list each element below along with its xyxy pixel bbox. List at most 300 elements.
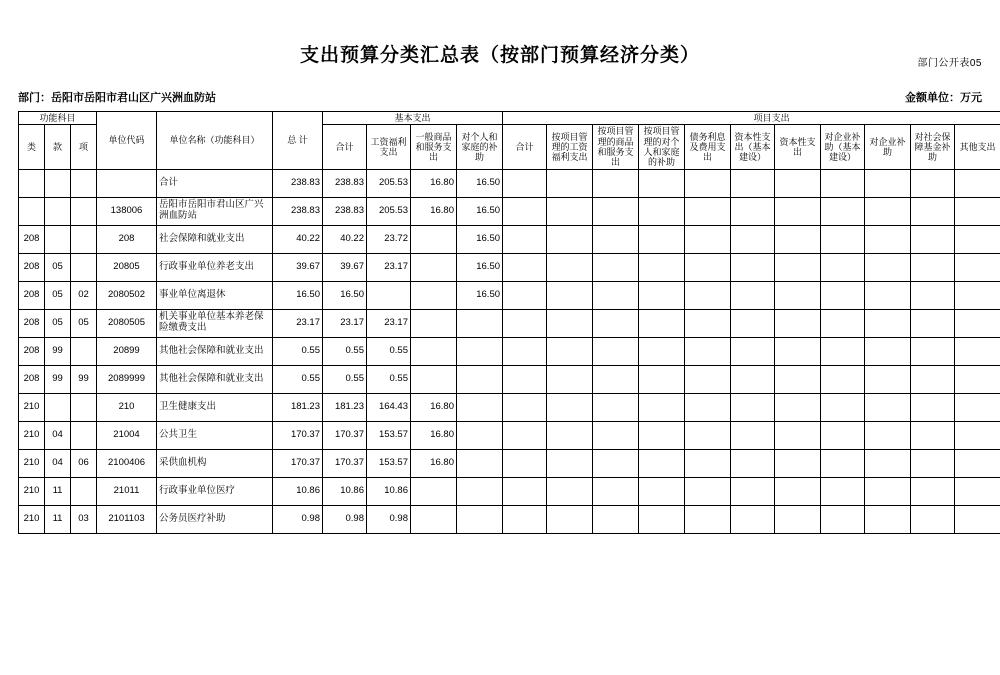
cell-project-5 (731, 337, 775, 365)
cell-project-10 (955, 477, 1000, 505)
cell-basic-3 (457, 337, 503, 365)
cell-project-1 (547, 449, 593, 477)
cell-basic-0: 23.17 (323, 309, 367, 337)
cell-basic-2 (411, 477, 457, 505)
cell-xiang: 99 (71, 365, 97, 393)
cell-basic-1: 153.57 (367, 421, 411, 449)
cell-project-10 (955, 225, 1000, 253)
cell-project-5 (731, 281, 775, 309)
table-row (19, 393, 1000, 421)
cell-unit-code: 2089999 (97, 365, 157, 393)
cell-project-4 (685, 337, 731, 365)
cell-basic-0: 10.86 (323, 477, 367, 505)
cell-unit-code: 20899 (97, 337, 157, 365)
cell-project-3 (639, 477, 685, 505)
cell-project-10 (955, 337, 1000, 365)
table-row (19, 225, 1000, 253)
cell-project-6 (775, 225, 821, 253)
cell-project-1 (547, 281, 593, 309)
cell-basic-3: 16.50 (457, 225, 503, 253)
cell-basic-2: 16.80 (411, 197, 457, 225)
cell-total: 0.55 (273, 365, 323, 393)
cell-kuan (45, 169, 71, 197)
cell-project-6 (775, 169, 821, 197)
cell-kuan (45, 197, 71, 225)
cell-project-1 (547, 393, 593, 421)
cell-project-10 (955, 281, 1000, 309)
cell-project-7 (821, 253, 865, 281)
cell-basic-3 (457, 421, 503, 449)
header-basic-total: 合计 (323, 125, 367, 169)
cell-project-10 (955, 393, 1000, 421)
cell-xiang (71, 197, 97, 225)
cell-basic-2 (411, 337, 457, 365)
page-title: 支出预算分类汇总表（按部门预算经济分类） (0, 40, 1000, 67)
cell-unit-name: 社会保障和就业支出 (157, 225, 273, 253)
cell-xiang (71, 421, 97, 449)
cell-project-10 (955, 449, 1000, 477)
cell-unit-name: 行政事业单位养老支出 (157, 253, 273, 281)
cell-project-2 (593, 449, 639, 477)
cell-project-9 (911, 421, 955, 449)
cell-project-2 (593, 477, 639, 505)
cell-basic-3 (457, 365, 503, 393)
table-row (19, 365, 1000, 393)
cell-project-7 (821, 393, 865, 421)
header-project-total: 合计 (503, 125, 547, 169)
cell-project-8 (865, 225, 911, 253)
cell-project-4 (685, 309, 731, 337)
cell-unit-name: 卫生健康支出 (157, 393, 273, 421)
cell-project-4 (685, 505, 731, 533)
cell-basic-2 (411, 281, 457, 309)
header-project-expenditure: 项目支出 (503, 112, 1000, 125)
cell-basic-3 (457, 505, 503, 533)
cell-unit-code: 21011 (97, 477, 157, 505)
cell-unit-name: 公共卫生 (157, 421, 273, 449)
cell-basic-0: 16.50 (323, 281, 367, 309)
document-page (0, 40, 1000, 675)
cell-project-10 (955, 505, 1000, 533)
cell-total: 238.83 (273, 169, 323, 197)
cell-basic-2 (411, 309, 457, 337)
cell-basic-1: 0.98 (367, 505, 411, 533)
cell-xiang: 02 (71, 281, 97, 309)
cell-project-4 (685, 421, 731, 449)
cell-project-6 (775, 505, 821, 533)
header-row-1 (19, 112, 1000, 125)
cell-basic-1: 205.53 (367, 197, 411, 225)
cell-unit-name: 机关事业单位基本养老保险缴费支出 (157, 309, 273, 337)
header-project-capital: 资本性支出 (775, 125, 821, 169)
cell-xiang: 06 (71, 449, 97, 477)
table-body (19, 169, 1000, 533)
table-row (19, 309, 1000, 337)
header-project-enterprise: 对企业补助 (865, 125, 911, 169)
cell-basic-2 (411, 365, 457, 393)
cell-lei: 208 (19, 281, 45, 309)
cell-total: 170.37 (273, 449, 323, 477)
cell-unit-code: 2080505 (97, 309, 157, 337)
cell-project-9 (911, 169, 955, 197)
cell-project-8 (865, 337, 911, 365)
header-project-other: 其他支出 (955, 125, 1000, 169)
table-row (19, 281, 1000, 309)
header-project-social-fund: 对社会保障基金补助 (911, 125, 955, 169)
cell-unit-name: 事业单位离退休 (157, 281, 273, 309)
cell-project-4 (685, 365, 731, 393)
cell-project-7 (821, 281, 865, 309)
cell-project-1 (547, 421, 593, 449)
cell-project-0 (503, 225, 547, 253)
cell-project-0 (503, 253, 547, 281)
cell-lei: 210 (19, 449, 45, 477)
cell-project-0 (503, 505, 547, 533)
header-basic-goods: 一般商品和服务支出 (411, 125, 457, 169)
cell-project-9 (911, 197, 955, 225)
cell-project-1 (547, 253, 593, 281)
cell-project-8 (865, 365, 911, 393)
header-basic-personal: 对个人和家庭的补助 (457, 125, 503, 169)
cell-project-8 (865, 449, 911, 477)
cell-basic-3 (457, 449, 503, 477)
cell-project-9 (911, 505, 955, 533)
cell-project-5 (731, 505, 775, 533)
cell-basic-1: 205.53 (367, 169, 411, 197)
header-basic-salary: 工资福利支出 (367, 125, 411, 169)
cell-kuan: 05 (45, 253, 71, 281)
cell-kuan (45, 225, 71, 253)
header-unit-code: 单位代码 (97, 112, 157, 170)
cell-basic-1: 23.17 (367, 253, 411, 281)
table-row (19, 449, 1000, 477)
cell-total: 0.98 (273, 505, 323, 533)
cell-project-2 (593, 337, 639, 365)
cell-basic-0: 170.37 (323, 421, 367, 449)
cell-unit-name: 合计 (157, 169, 273, 197)
cell-project-7 (821, 421, 865, 449)
cell-project-2 (593, 393, 639, 421)
cell-basic-2: 16.80 (411, 169, 457, 197)
cell-project-2 (593, 169, 639, 197)
cell-total: 238.83 (273, 197, 323, 225)
cell-project-4 (685, 449, 731, 477)
cell-project-5 (731, 309, 775, 337)
cell-basic-3 (457, 477, 503, 505)
cell-project-3 (639, 225, 685, 253)
cell-project-7 (821, 449, 865, 477)
cell-project-0 (503, 449, 547, 477)
cell-project-1 (547, 505, 593, 533)
cell-project-7 (821, 309, 865, 337)
cell-project-2 (593, 309, 639, 337)
cell-basic-0: 181.23 (323, 393, 367, 421)
cell-total: 39.67 (273, 253, 323, 281)
cell-total: 40.22 (273, 225, 323, 253)
cell-lei: 208 (19, 337, 45, 365)
cell-basic-2: 16.80 (411, 449, 457, 477)
cell-project-9 (911, 225, 955, 253)
cell-basic-0: 0.98 (323, 505, 367, 533)
cell-project-2 (593, 281, 639, 309)
cell-project-10 (955, 309, 1000, 337)
cell-project-7 (821, 365, 865, 393)
cell-project-5 (731, 477, 775, 505)
cell-basic-0: 238.83 (323, 197, 367, 225)
cell-basic-2: 16.80 (411, 393, 457, 421)
cell-project-0 (503, 337, 547, 365)
cell-total: 10.86 (273, 477, 323, 505)
cell-project-5 (731, 197, 775, 225)
cell-project-7 (821, 505, 865, 533)
amount-unit-label: 金额单位：万元 (905, 89, 982, 105)
cell-project-6 (775, 197, 821, 225)
cell-unit-name: 其他社会保障和就业支出 (157, 365, 273, 393)
cell-kuan: 99 (45, 337, 71, 365)
cell-xiang: 03 (71, 505, 97, 533)
cell-basic-1: 10.86 (367, 477, 411, 505)
cell-project-6 (775, 477, 821, 505)
cell-project-8 (865, 169, 911, 197)
header-total: 总 计 (273, 112, 323, 170)
cell-xiang (71, 337, 97, 365)
cell-project-10 (955, 197, 1000, 225)
cell-project-6 (775, 393, 821, 421)
cell-basic-0: 238.83 (323, 169, 367, 197)
cell-kuan (45, 393, 71, 421)
cell-unit-code: 208 (97, 225, 157, 253)
cell-basic-0: 39.67 (323, 253, 367, 281)
cell-project-5 (731, 169, 775, 197)
table-row (19, 477, 1000, 505)
cell-kuan: 05 (45, 309, 71, 337)
cell-project-4 (685, 197, 731, 225)
cell-basic-3: 16.50 (457, 197, 503, 225)
cell-project-5 (731, 421, 775, 449)
cell-kuan: 05 (45, 281, 71, 309)
header-project-salary: 按项目管理的工资福利支出 (547, 125, 593, 169)
cell-kuan: 99 (45, 365, 71, 393)
cell-xiang (71, 477, 97, 505)
cell-project-0 (503, 197, 547, 225)
cell-project-7 (821, 225, 865, 253)
cell-lei: 208 (19, 253, 45, 281)
cell-project-2 (593, 421, 639, 449)
cell-unit-code: 138006 (97, 197, 157, 225)
cell-project-6 (775, 253, 821, 281)
cell-project-9 (911, 337, 955, 365)
cell-lei: 210 (19, 393, 45, 421)
cell-unit-name: 行政事业单位医疗 (157, 477, 273, 505)
cell-project-1 (547, 477, 593, 505)
cell-project-8 (865, 197, 911, 225)
cell-basic-1: 0.55 (367, 337, 411, 365)
cell-project-0 (503, 281, 547, 309)
cell-basic-1 (367, 281, 411, 309)
cell-project-4 (685, 393, 731, 421)
cell-project-8 (865, 393, 911, 421)
cell-project-9 (911, 393, 955, 421)
cell-project-4 (685, 281, 731, 309)
cell-project-6 (775, 365, 821, 393)
cell-unit-name: 岳阳市岳阳市君山区广兴洲血防站 (157, 197, 273, 225)
cell-project-8 (865, 281, 911, 309)
cell-total: 23.17 (273, 309, 323, 337)
cell-project-10 (955, 169, 1000, 197)
cell-project-9 (911, 365, 955, 393)
cell-project-6 (775, 309, 821, 337)
cell-total: 0.55 (273, 337, 323, 365)
cell-project-3 (639, 309, 685, 337)
cell-project-5 (731, 225, 775, 253)
cell-project-2 (593, 197, 639, 225)
header-lei: 类 (19, 125, 45, 169)
cell-project-7 (821, 337, 865, 365)
cell-project-3 (639, 197, 685, 225)
cell-project-0 (503, 421, 547, 449)
cell-basic-3 (457, 309, 503, 337)
cell-project-4 (685, 253, 731, 281)
cell-unit-code: 2080502 (97, 281, 157, 309)
cell-lei: 208 (19, 365, 45, 393)
cell-unit-code: 21004 (97, 421, 157, 449)
cell-project-2 (593, 365, 639, 393)
cell-project-7 (821, 197, 865, 225)
cell-project-10 (955, 421, 1000, 449)
cell-basic-2 (411, 253, 457, 281)
cell-project-0 (503, 393, 547, 421)
cell-basic-0: 0.55 (323, 365, 367, 393)
header-xiang: 项 (71, 125, 97, 169)
cell-project-1 (547, 225, 593, 253)
cell-project-2 (593, 505, 639, 533)
cell-lei (19, 197, 45, 225)
cell-project-5 (731, 449, 775, 477)
cell-project-2 (593, 225, 639, 253)
header-func-subject: 功能科目 (19, 112, 97, 125)
header-project-capital-basic: 资本性支出（基本建设） (731, 125, 775, 169)
cell-lei: 208 (19, 225, 45, 253)
cell-project-10 (955, 253, 1000, 281)
cell-basic-0: 40.22 (323, 225, 367, 253)
table-row (19, 505, 1000, 533)
cell-xiang (71, 225, 97, 253)
cell-project-3 (639, 337, 685, 365)
cell-project-4 (685, 225, 731, 253)
cell-project-6 (775, 337, 821, 365)
cell-lei: 210 (19, 421, 45, 449)
cell-project-2 (593, 253, 639, 281)
cell-project-4 (685, 477, 731, 505)
cell-kuan: 04 (45, 449, 71, 477)
cell-basic-3: 16.50 (457, 281, 503, 309)
cell-project-1 (547, 309, 593, 337)
cell-unit-name: 采供血机构 (157, 449, 273, 477)
table-row (19, 253, 1000, 281)
header-project-personal: 按项目管理的对个人和家庭的补助 (639, 125, 685, 169)
table-row (19, 421, 1000, 449)
cell-basic-1: 153.57 (367, 449, 411, 477)
table-row (19, 169, 1000, 197)
header-basic-expenditure: 基本支出 (323, 112, 503, 125)
cell-project-1 (547, 169, 593, 197)
cell-project-3 (639, 505, 685, 533)
cell-unit-name: 公务员医疗补助 (157, 505, 273, 533)
cell-basic-3: 16.50 (457, 253, 503, 281)
cell-project-5 (731, 253, 775, 281)
cell-project-0 (503, 309, 547, 337)
header-kuan: 款 (45, 125, 71, 169)
cell-project-1 (547, 337, 593, 365)
cell-project-1 (547, 365, 593, 393)
cell-project-3 (639, 365, 685, 393)
header-project-debt-interest: 债务利息及费用支出 (685, 125, 731, 169)
cell-project-8 (865, 309, 911, 337)
cell-project-0 (503, 477, 547, 505)
cell-kuan: 04 (45, 421, 71, 449)
cell-project-4 (685, 169, 731, 197)
cell-project-6 (775, 281, 821, 309)
cell-basic-2: 16.80 (411, 421, 457, 449)
cell-basic-0: 0.55 (323, 337, 367, 365)
cell-lei: 210 (19, 477, 45, 505)
cell-project-3 (639, 281, 685, 309)
cell-project-9 (911, 253, 955, 281)
cell-basic-1: 23.72 (367, 225, 411, 253)
cell-kuan: 11 (45, 505, 71, 533)
cell-project-7 (821, 169, 865, 197)
cell-project-9 (911, 477, 955, 505)
cell-basic-0: 170.37 (323, 449, 367, 477)
cell-lei: 210 (19, 505, 45, 533)
cell-basic-1: 164.43 (367, 393, 411, 421)
table-row (19, 197, 1000, 225)
cell-project-1 (547, 197, 593, 225)
cell-basic-2 (411, 225, 457, 253)
cell-project-7 (821, 477, 865, 505)
cell-project-9 (911, 309, 955, 337)
budget-table (18, 111, 1000, 534)
cell-project-5 (731, 365, 775, 393)
cell-project-6 (775, 449, 821, 477)
cell-unit-code: 210 (97, 393, 157, 421)
cell-xiang (71, 169, 97, 197)
cell-xiang: 05 (71, 309, 97, 337)
cell-project-3 (639, 449, 685, 477)
cell-total: 181.23 (273, 393, 323, 421)
cell-unit-code: 2100406 (97, 449, 157, 477)
form-code-label: 部门公开表05 (917, 54, 982, 69)
cell-basic-1: 0.55 (367, 365, 411, 393)
header-project-enterprise-basic: 对企业补助（基本建设） (821, 125, 865, 169)
cell-unit-code (97, 169, 157, 197)
cell-project-8 (865, 505, 911, 533)
cell-unit-name: 其他社会保障和就业支出 (157, 337, 273, 365)
cell-basic-3 (457, 393, 503, 421)
cell-project-5 (731, 393, 775, 421)
meta-row (18, 89, 982, 105)
cell-project-3 (639, 393, 685, 421)
cell-kuan: 11 (45, 477, 71, 505)
cell-project-8 (865, 477, 911, 505)
cell-total: 16.50 (273, 281, 323, 309)
table-head (19, 112, 1000, 170)
cell-project-0 (503, 365, 547, 393)
header-unit-name: 单位名称（功能科目） (157, 112, 273, 170)
cell-project-0 (503, 169, 547, 197)
cell-project-3 (639, 169, 685, 197)
cell-unit-code: 20805 (97, 253, 157, 281)
